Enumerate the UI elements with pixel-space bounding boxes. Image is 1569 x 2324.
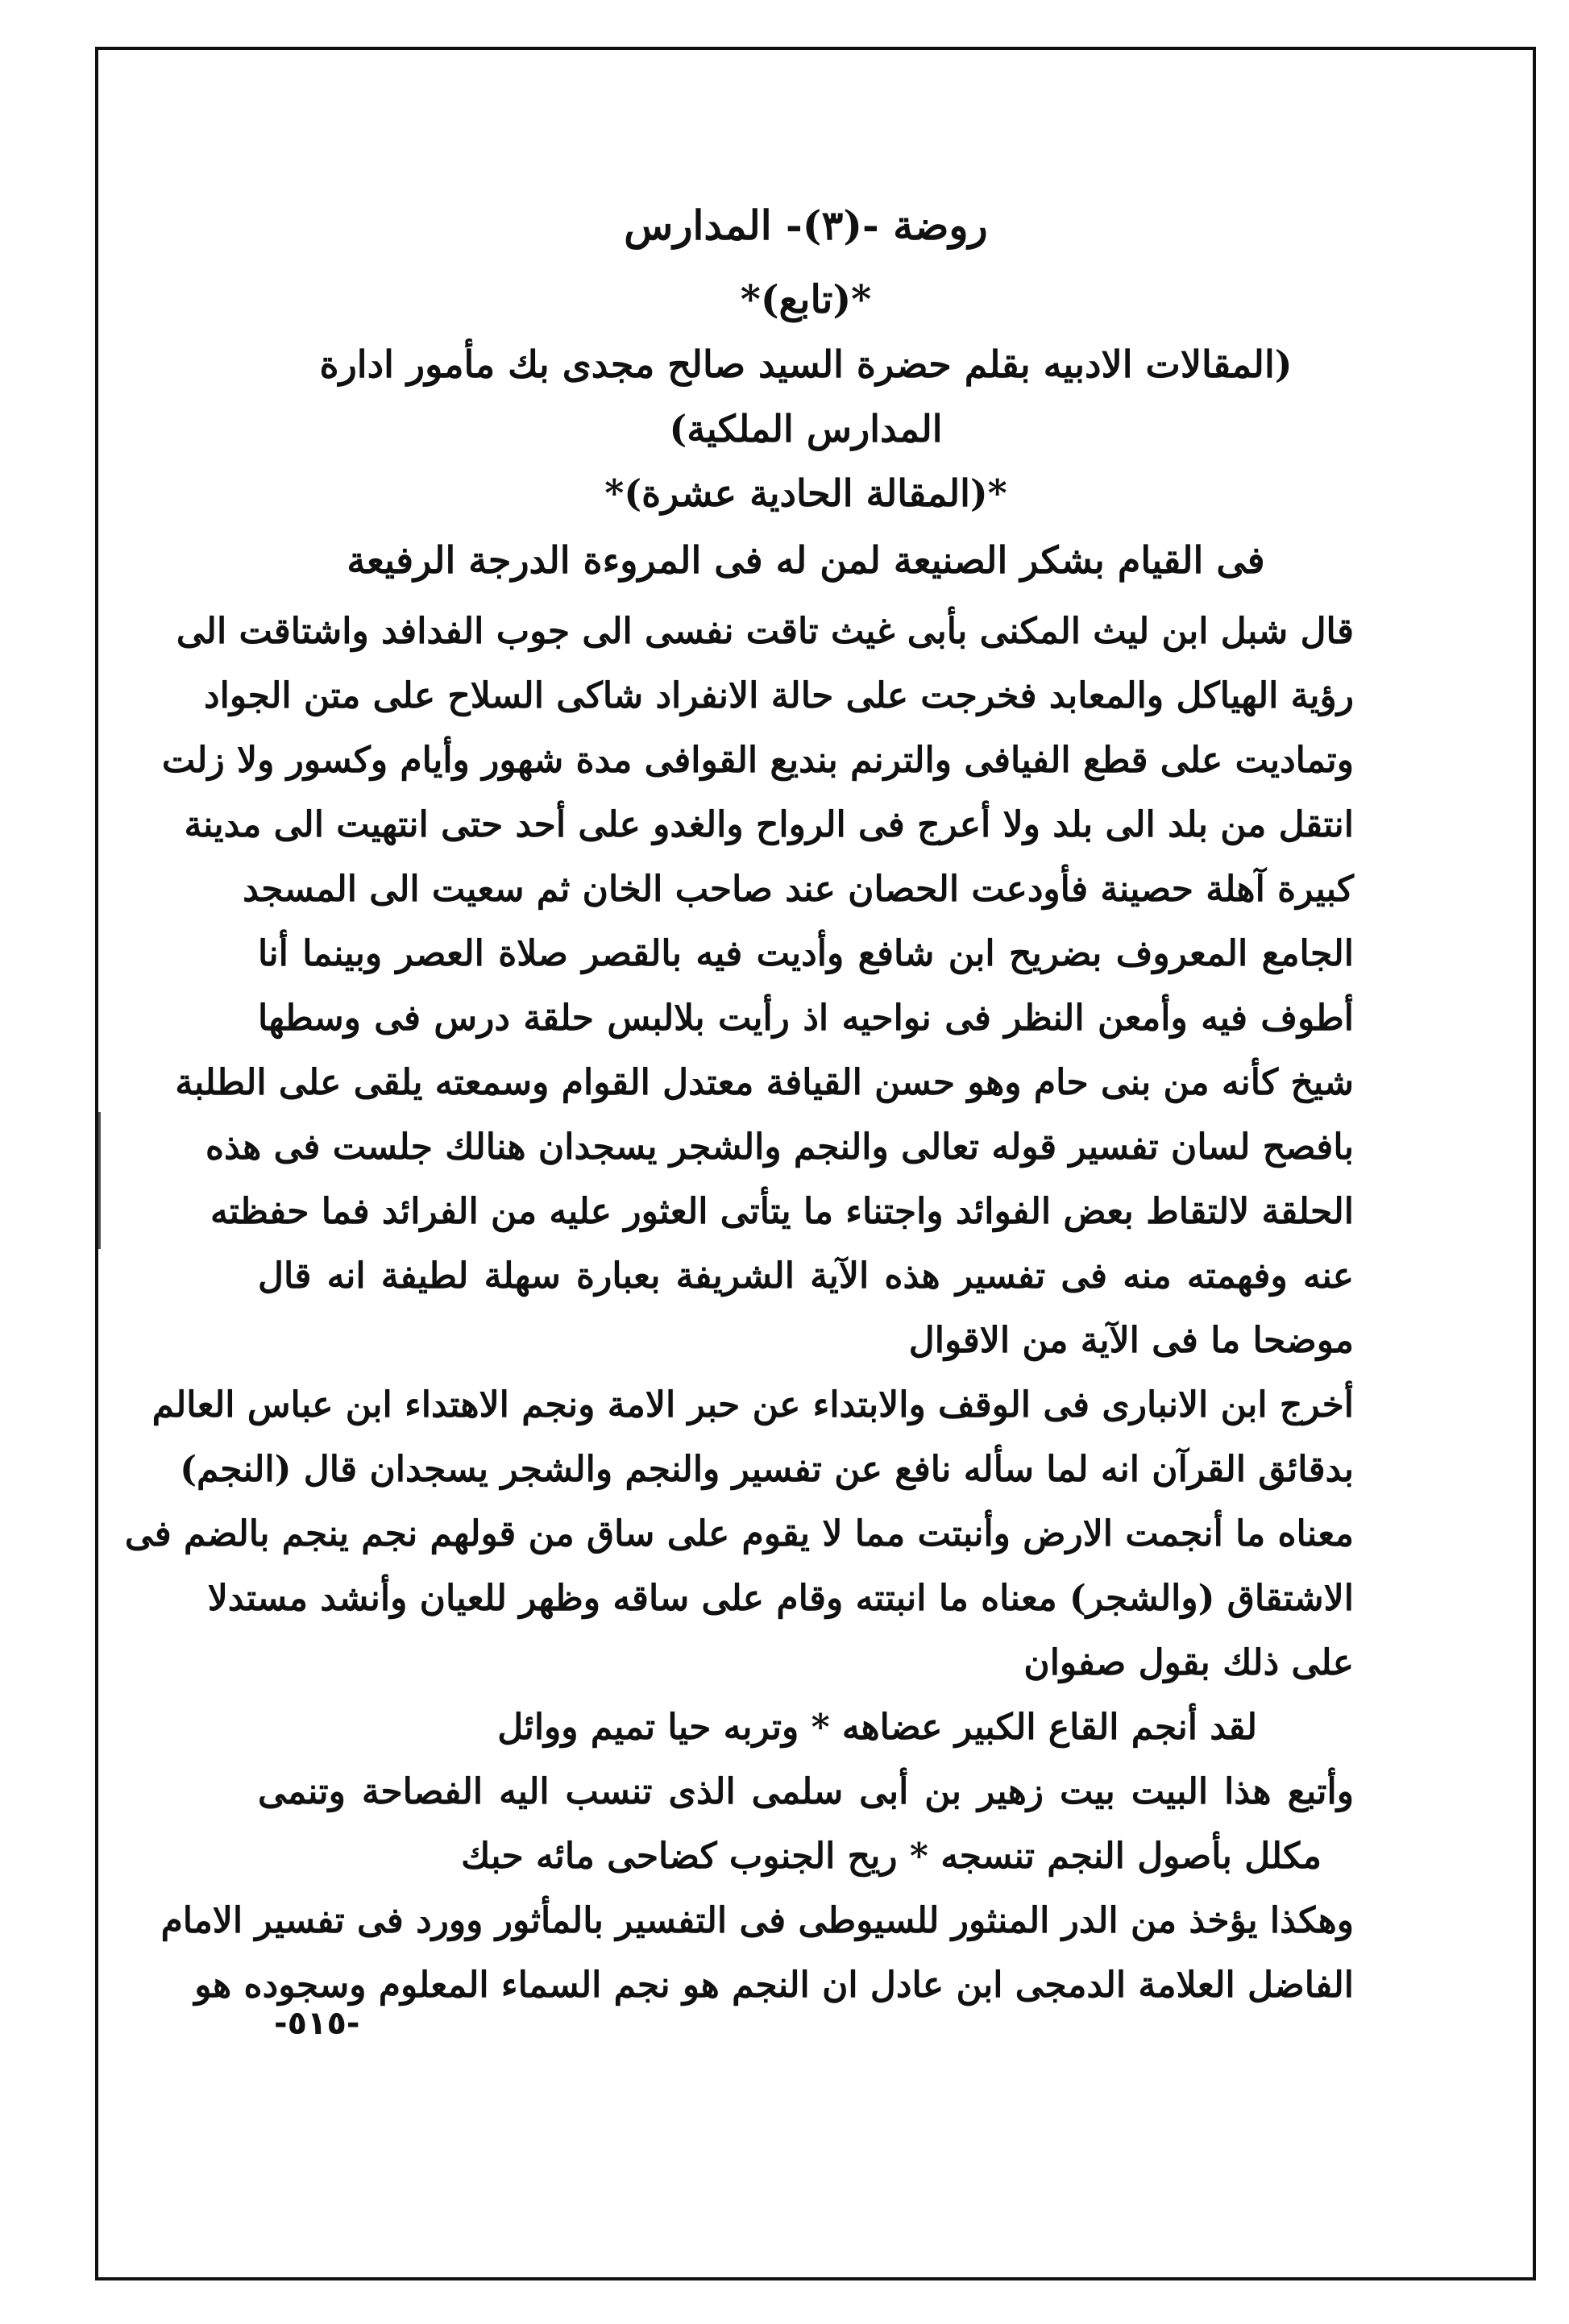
text-line: كبيرة آهلة حصينة فأودعت الحصان عند صاحب الخان ثم سعيت الى المسجد xyxy=(243,869,1354,910)
page-number: -٥١٥- xyxy=(274,2005,360,2042)
text-line: معناه ما أنجمت الارض وأنبتت مما لا يقوم على ساق من قولهم نجم ينجم بالضم فى xyxy=(124,1513,1354,1554)
text-line: بدقائق القرآن انه لما سأله نافع عن تفسير والنجم والشجر يسجدان قال (النجم) xyxy=(180,1449,1354,1490)
series-title: (المقالات الادبيه بقلم حضرة السيد صالح مجدى بك مأمور ادارة المدارس الملكية) xyxy=(319,342,1293,450)
poetry-verse-2: مكلل بأصول النجم تنسجه * ريح الجنوب كضاحى مائه حبك xyxy=(461,1836,1322,1877)
text-line: وهكذا يؤخذ من الدر المنثور للسيوطى فى التفسير بالمأثور وورد فى تفسير الامام xyxy=(160,1900,1354,1941)
verse-intro-line: وأتبع هذا البيت بيت زهير بن أبى سلمى الذى تنسب اليه الفصاحة وتنمى xyxy=(258,1771,1354,1812)
page-content xyxy=(124,193,1354,2018)
text-line: أخرج ابن الانبارى فى الوقف والابتداء عن حبر الامة ونجم الاهتداء ابن عباس العالم xyxy=(152,1384,1354,1426)
text-line: الجامع المعروف بضريح ابن شافع وأديت فيه بالقصر صلاة العصر وبينما أنا xyxy=(258,933,1354,974)
article-subject: فى القيام بشكر الصنيعة لمن له فى المروءة الدرجة الرفيعة xyxy=(347,538,1265,582)
text-line: أطوف فيه وأمعن النظر فى نواحيه اذ رأيت بلالبس حلقة درس فى وسطها xyxy=(258,998,1354,1039)
text-line: الاشتقاق (والشجر) معناه ما انبتته وقام على ساقه وظهر للعيان وأنشد مستدلا xyxy=(207,1578,1354,1619)
article-number: *(المقالة الحادية عشرة)* xyxy=(604,471,1007,515)
paragraph-2 xyxy=(124,1373,1354,1695)
text-line: عنه وفهمته منه فى تفسير هذه الآية الشريفة بعبارة سهلة لطيفة انه قال xyxy=(258,1255,1354,1297)
poetry-verse-1: لقد أنجم القاع الكبير عضاهه * وتربه حيا تميم ووائل xyxy=(497,1707,1257,1748)
text-line: شيخ كأنه من بنى حام وهو حسن القيافة معتدل القوام وسمعته يلقى على الطلبة xyxy=(175,1062,1354,1103)
text-line: وتماديت على قطع الفيافى والترنم بنديع القوافى مدة شهور وأيام وكسور ولا زلت xyxy=(161,740,1354,781)
text-line: انتقل من بلد الى بلد ولا أعرج فى الرواح والغدو على أحد حتى انتهيت الى مدينة xyxy=(184,804,1354,845)
continued-marker: *(تابع)* xyxy=(740,277,872,322)
section-title: روضة -(٣)- المدارس xyxy=(624,201,988,249)
text-line: الحلقة لالتقاط بعض الفوائد واجتناء ما يتأتى العثور عليه من الفرائد فما حفظته xyxy=(210,1191,1354,1232)
paragraph-3 xyxy=(160,1889,1354,2018)
paragraph-1 xyxy=(161,600,1354,1373)
text-line: قال شبل ابن ليث المكنى بأبى غيث تاقت نفسى الى جوب الفدافد واشتاقت الى xyxy=(176,611,1354,652)
binding-edge-line xyxy=(98,1112,101,1249)
text-line: رؤية الهياكل والمعابد فخرجت على حالة الانفراد شاكى السلاح على متن الجواد xyxy=(204,675,1354,716)
text-line: بافصح لسان تفسير قوله تعالى والنجم والشجر يسجدان هنالك جلست فى هذه xyxy=(205,1127,1354,1168)
text-line: موضحا ما فى الآية من الاقوال xyxy=(908,1320,1354,1361)
text-line: الفاضل العلامة الدمجى ابن عادل ان النجم هو نجم السماء المعلوم وسجوده هو xyxy=(194,1965,1354,2006)
text-line: على ذلك بقول صفوان xyxy=(1023,1642,1354,1683)
